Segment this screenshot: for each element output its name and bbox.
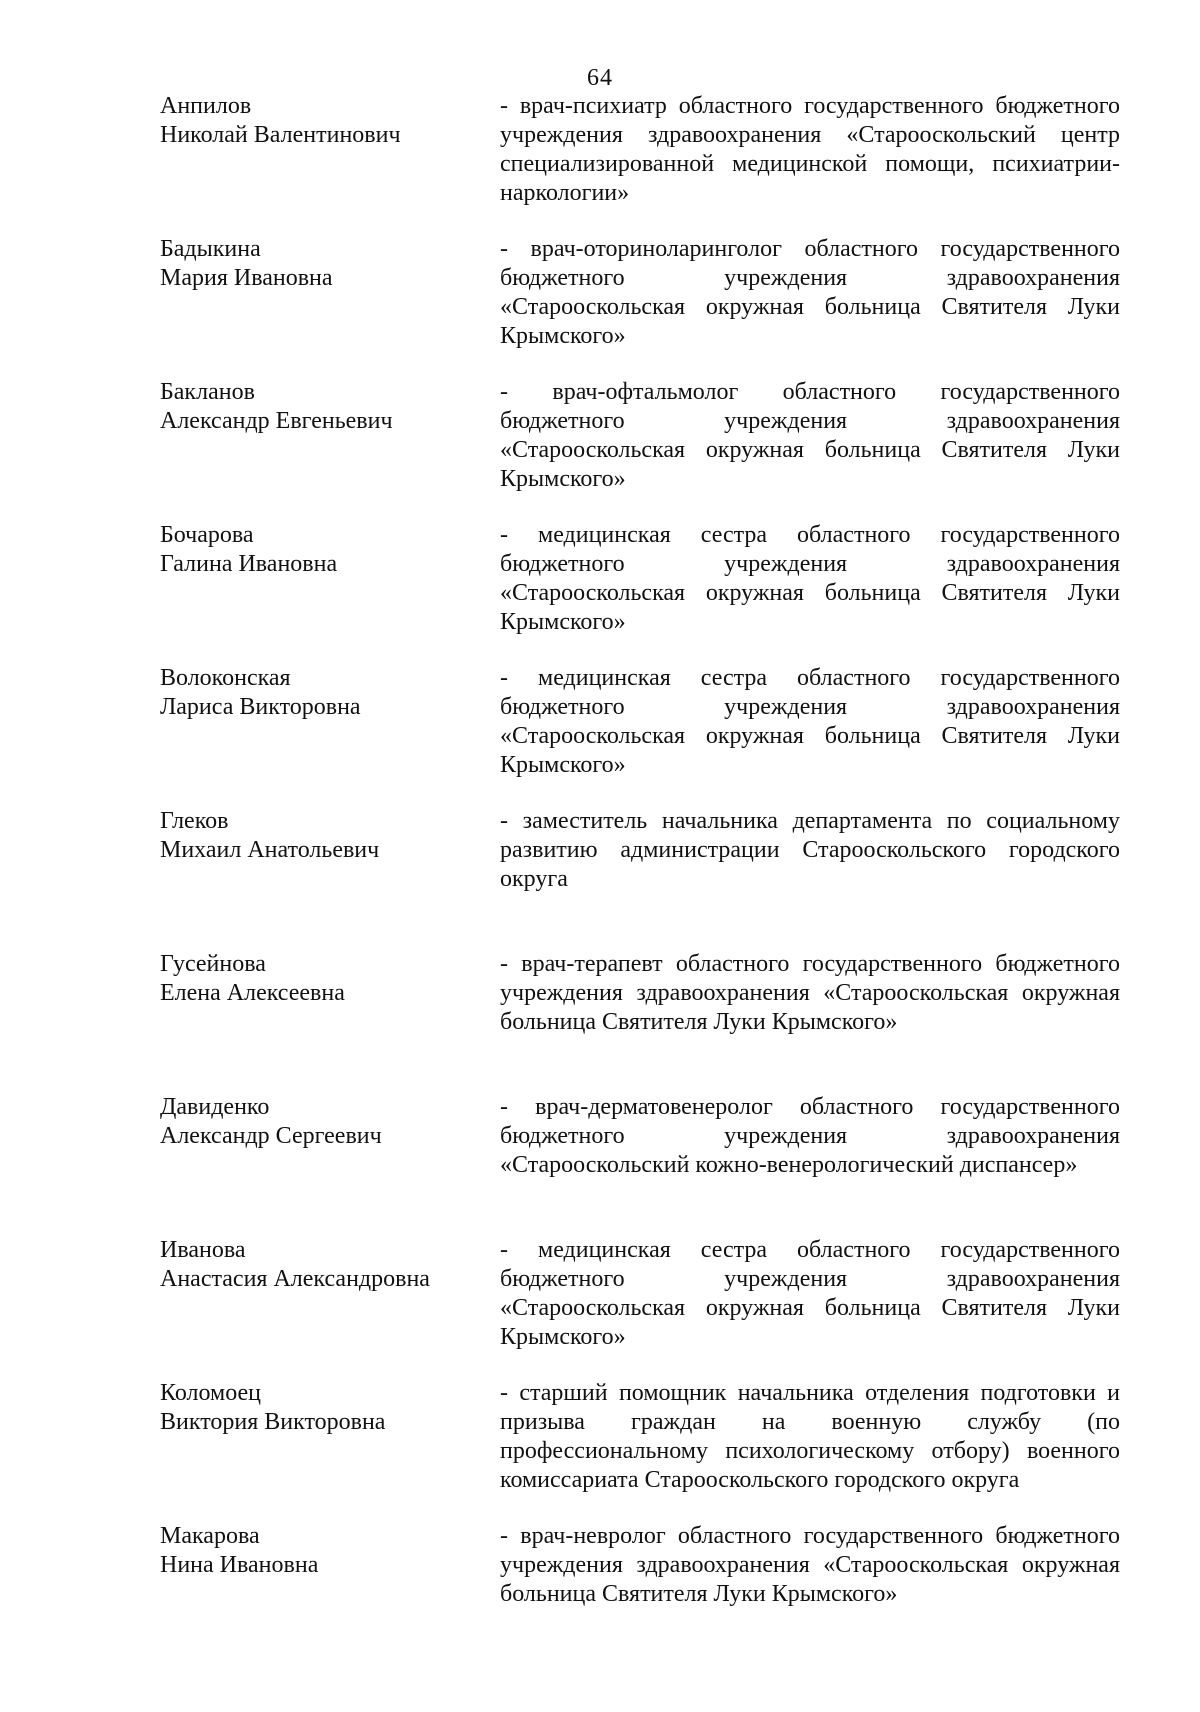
member-name (160, 950, 500, 1080)
surname: Макарова (160, 1523, 260, 1549)
member-position: - медицинская сестра областного государственного бюджетного учреждения здравоохранения «Старооскольская окружная больница Святителя Луки Крымского» (500, 665, 1120, 778)
given-names: Нина Ивановна (160, 1552, 319, 1578)
surname: Гусейнова (160, 951, 266, 977)
member-name (160, 1522, 500, 1652)
given-names: Михаил Анатольевич (160, 837, 380, 863)
given-names: Виктория Викторовна (160, 1409, 386, 1435)
member-position: - медицинская сестра областного государственного бюджетного учреждения здравоохранения «Старооскольская окружная больница Святителя Луки Крымского» (500, 1237, 1120, 1350)
member-position: - врач-невролог областного государственного бюджетного учреждения здравоохранения «Старооскольская окружная больница Святителя Луки Крымского» (500, 1523, 1120, 1607)
given-names: Елена Алексеевна (160, 980, 345, 1006)
surname: Давиденко (160, 1094, 270, 1120)
list-item (160, 807, 1120, 937)
member-name (160, 92, 500, 222)
member-name (160, 521, 500, 651)
member-name (160, 1379, 500, 1509)
member-name (160, 1236, 500, 1366)
surname: Волоконская (160, 665, 291, 691)
list-item (160, 1093, 1120, 1223)
surname: Бадыкина (160, 236, 261, 262)
given-names: Николай Валентинович (160, 122, 401, 148)
list-item (160, 664, 1120, 794)
member-name (160, 664, 500, 794)
given-names: Лариса Викторовна (160, 694, 361, 720)
list-item (160, 235, 1120, 365)
member-position: - врач-оториноларинголог областного государственного бюджетного учреждения здравоохранения «Старооскольская окружная больница Святителя Луки Крымского» (500, 236, 1120, 349)
surname: Бочарова (160, 522, 254, 548)
list-item (160, 1522, 1120, 1652)
page-number: 64 (587, 65, 613, 91)
list-item (160, 1379, 1120, 1509)
member-position: - врач-дерматовенеролог областного государственного бюджетного учреждения здравоохранения «Старооскольский кожно-венерологический диспансер» (500, 1094, 1120, 1178)
list-item (160, 378, 1120, 508)
list-item (160, 1236, 1120, 1366)
given-names: Галина Ивановна (160, 551, 338, 577)
member-position: - заместитель начальника департамента по социальному развитию администрации Старооскольского городского округа (500, 808, 1120, 892)
member-position: - медицинская сестра областного государственного бюджетного учреждения здравоохранения «Старооскольская окружная больница Святителя Луки Крымского» (500, 522, 1120, 635)
member-list (160, 92, 1120, 1652)
member-name (160, 807, 500, 937)
member-name (160, 378, 500, 508)
list-item (160, 950, 1120, 1080)
given-names: Мария Ивановна (160, 265, 333, 291)
surname: Глеков (160, 808, 229, 834)
list-item (160, 92, 1120, 222)
surname: Анпилов (160, 93, 252, 119)
member-position: - старший помощник начальника отделения подготовки и призыва граждан на военную службу (по профессиональному психологическому отбору) военного комиссариата Старооскольского городского округа (500, 1380, 1120, 1493)
member-position: - врач-терапевт областного государственного бюджетного учреждения здравоохранения «Старооскольская окружная больница Святителя Луки Крымского» (500, 951, 1120, 1035)
list-item (160, 521, 1120, 651)
given-names: Анастасия Александровна (160, 1266, 430, 1292)
member-position: - врач-психиатр областного государственного бюджетного учреждения здравоохранения «Старооскольский центр специализированной медицинской помощи, психиатрии-наркологии» (500, 93, 1120, 206)
member-position: - врач-офтальмолог областного государственного бюджетного учреждения здравоохранения «Старооскольская окружная больница Святителя Луки Крымского» (500, 379, 1120, 492)
given-names: Александр Сергеевич (160, 1123, 382, 1149)
surname: Иванова (160, 1237, 246, 1263)
surname: Бакланов (160, 379, 255, 405)
member-name (160, 235, 500, 365)
surname: Коломоец (160, 1380, 261, 1406)
member-name (160, 1093, 500, 1223)
given-names: Александр Евгеньевич (160, 408, 393, 434)
